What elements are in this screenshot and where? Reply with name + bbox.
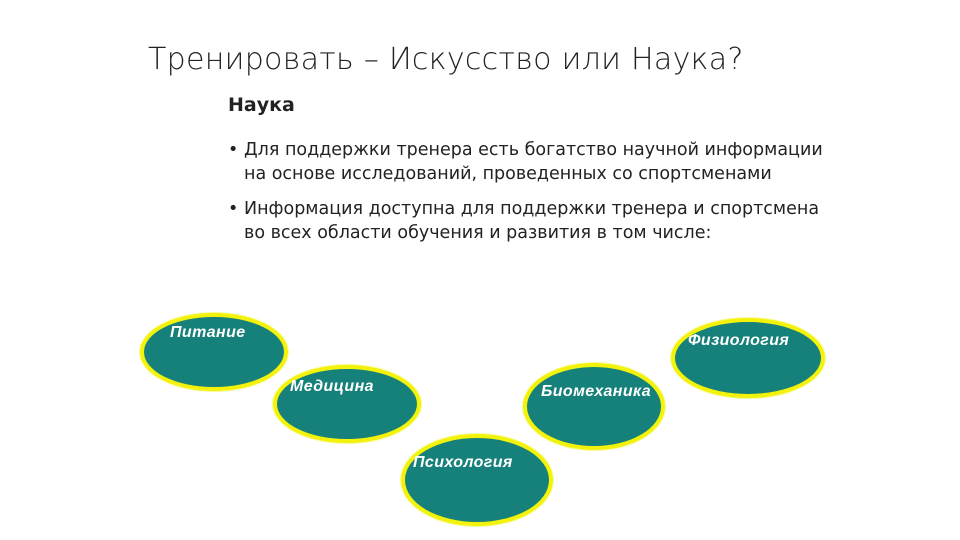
topic-label-psychology: Психология — [413, 454, 513, 471]
topic-label-physiology: Физиология — [688, 332, 790, 349]
slide-title: Тренировать – Искусство или Наука? — [148, 42, 744, 77]
bullet-item — [228, 197, 828, 245]
topic-ellipse-psychology — [401, 434, 553, 526]
bullet-marker: • — [228, 199, 239, 219]
bullet-list — [228, 138, 828, 256]
bullet-text: Для поддержки тренера есть богатство научной информации на основе исследований, проведенных со спортсменами — [244, 140, 823, 184]
bullet-marker: • — [228, 140, 239, 160]
topic-ellipse-physiology — [671, 318, 825, 398]
topic-label-nutrition: Питание — [170, 324, 246, 341]
topic-ellipse-medicine — [273, 365, 421, 443]
topic-ellipse-biomechanics — [523, 363, 665, 450]
bullet-item — [228, 138, 828, 186]
topic-label-medicine: Медицина — [290, 378, 374, 395]
bullet-text: Информация доступна для поддержки тренера и спортсмена во всех области обучения и развития в том числе: — [244, 199, 820, 243]
section-heading: Наука — [228, 94, 295, 116]
topic-label-biomechanics: Биомеханика — [541, 383, 652, 400]
